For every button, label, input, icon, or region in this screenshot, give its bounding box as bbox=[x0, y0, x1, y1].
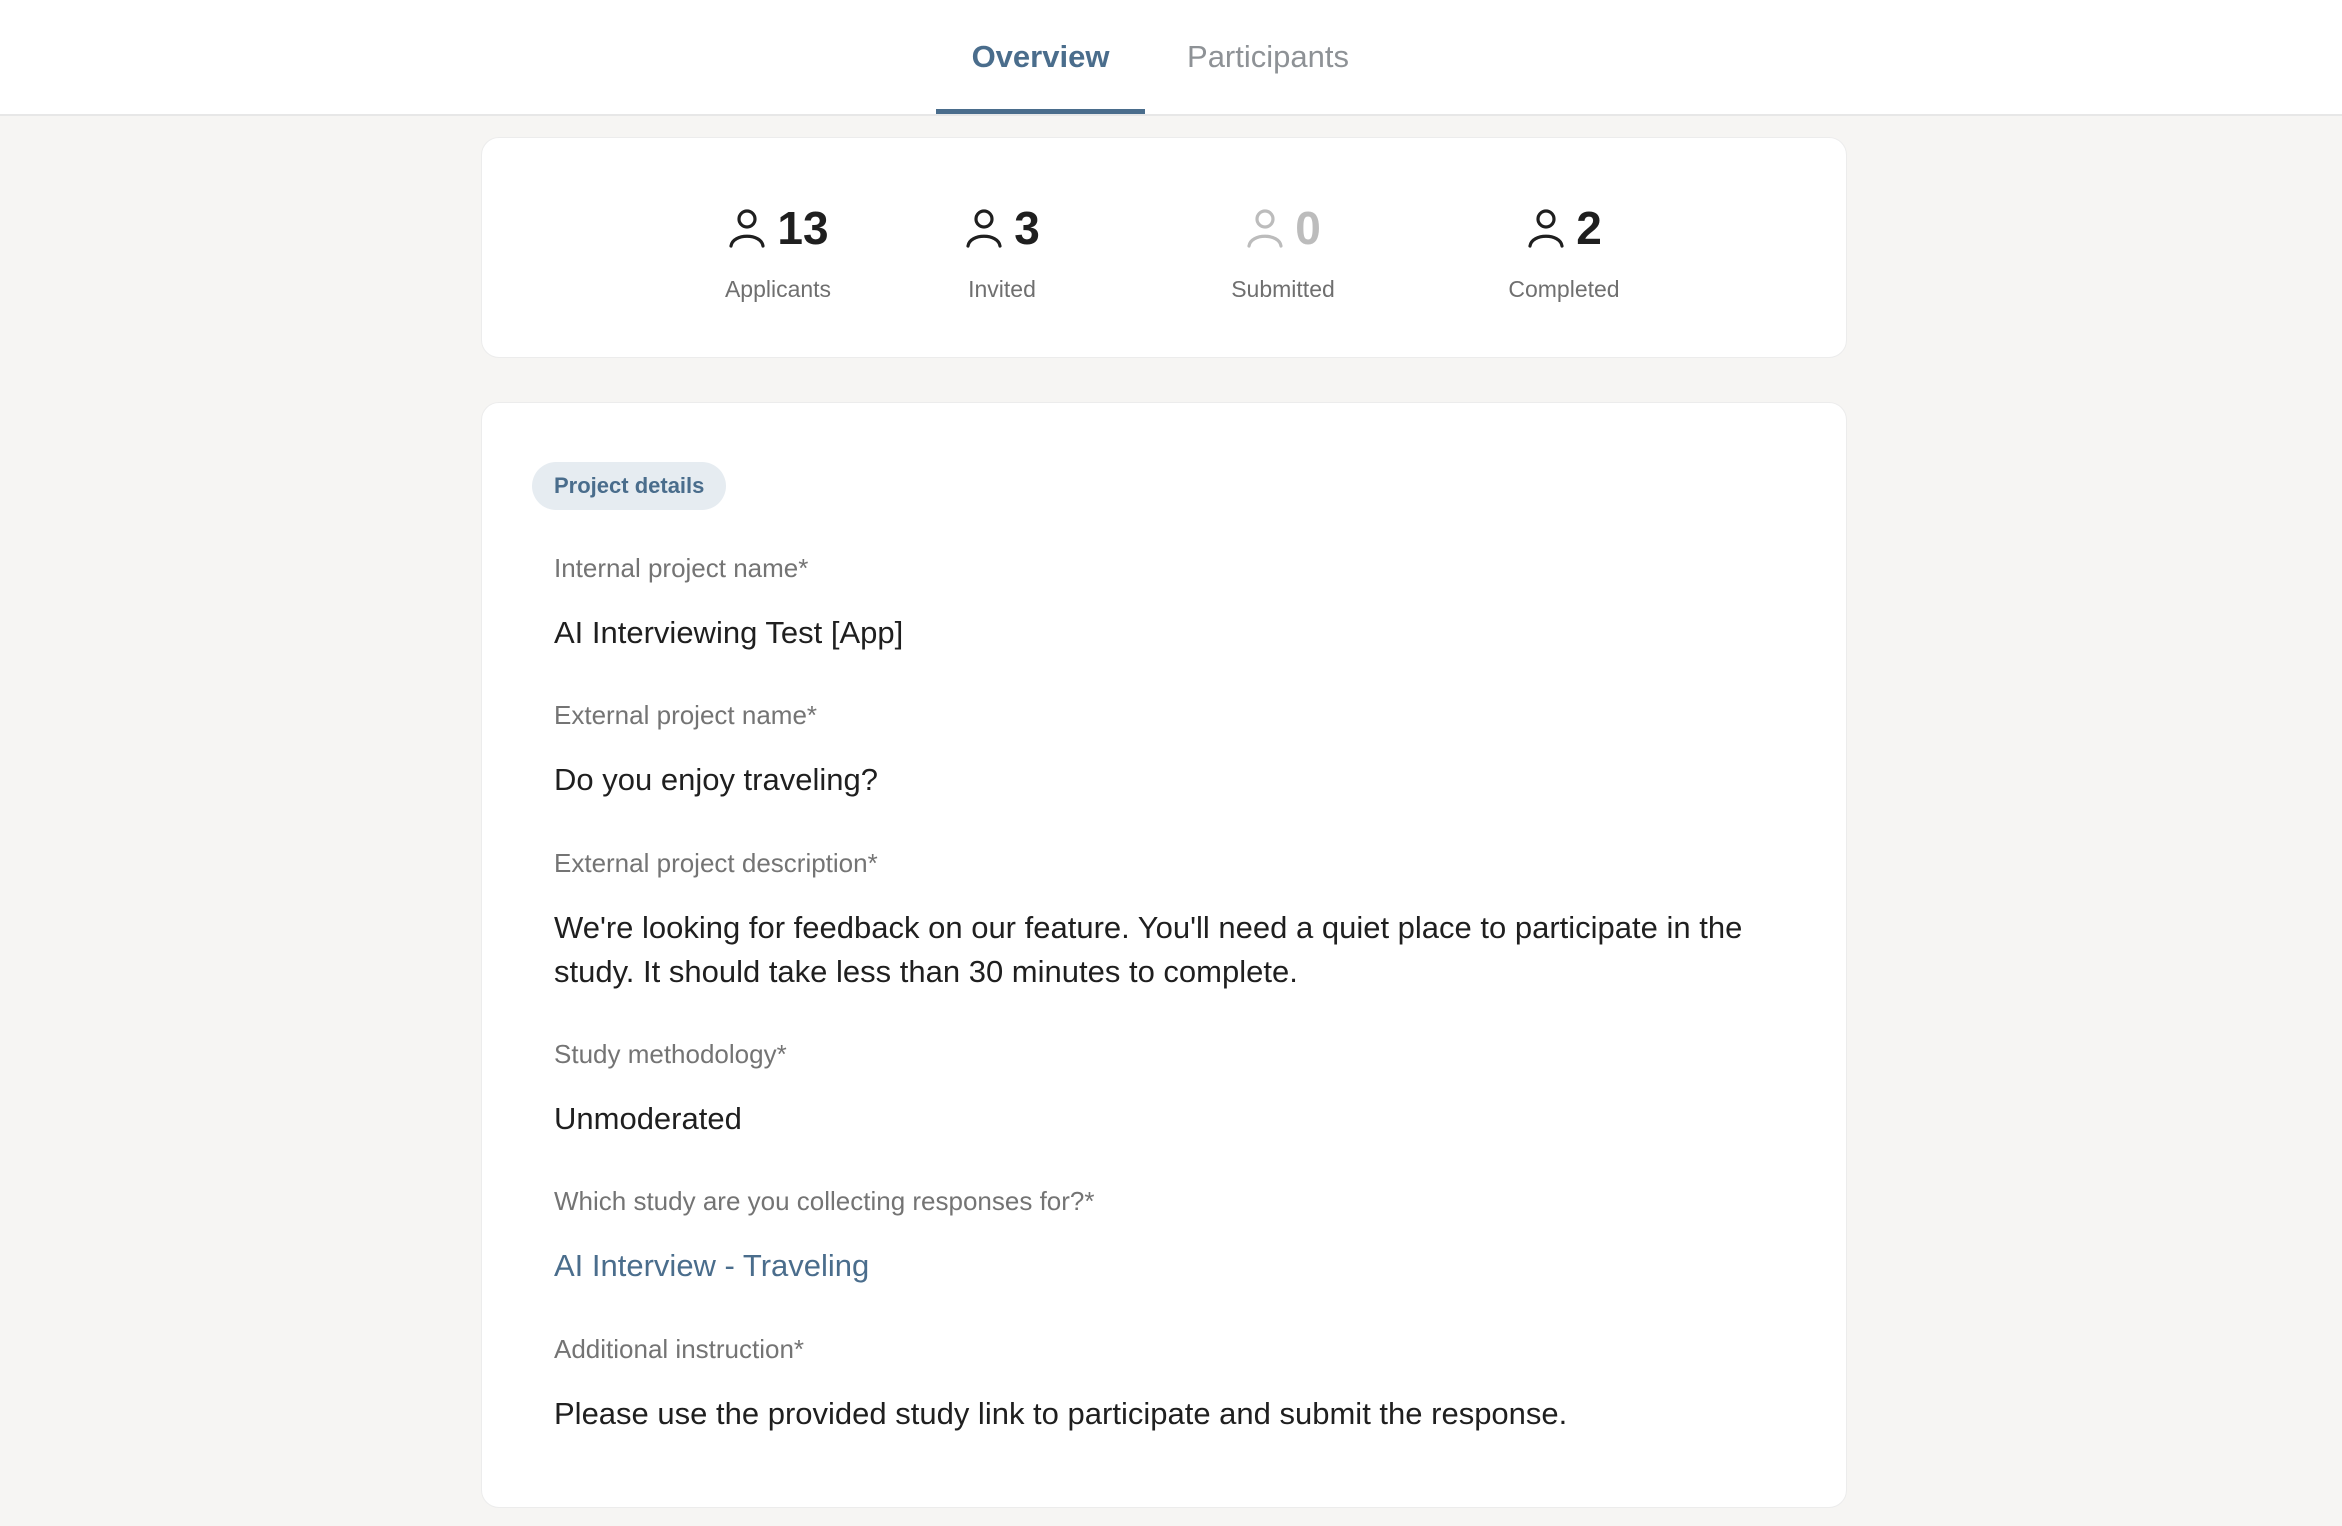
field-additional-instruction bbox=[554, 1332, 1784, 1436]
field-label: Additional instruction* bbox=[554, 1334, 805, 1364]
field-study-methodology bbox=[554, 1037, 1784, 1141]
stats-card bbox=[481, 137, 1847, 358]
section-badge: Project details bbox=[532, 462, 726, 510]
stat-applicants bbox=[658, 198, 898, 303]
field-study-responses bbox=[554, 1184, 1784, 1288]
person-icon bbox=[1245, 206, 1285, 250]
stat-label: Applicants bbox=[724, 276, 832, 302]
study-link[interactable]: AI Interview - Traveling bbox=[554, 1248, 870, 1283]
stat-label: Invited bbox=[968, 276, 1036, 302]
tab-bar bbox=[0, 0, 2342, 116]
person-icon bbox=[964, 206, 1004, 250]
stat-value: 0 bbox=[1295, 202, 1321, 254]
tab-participants[interactable]: Participants bbox=[1187, 39, 1349, 74]
stat-value: 3 bbox=[1014, 202, 1040, 254]
field-value: Do you enjoy traveling? bbox=[554, 762, 878, 797]
field-value: We're looking for feedback on our feature. You'll need a quiet place to participate in the study. It should take less than 30 minutes to complete. bbox=[554, 910, 1743, 989]
field-label: Which study are you collecting responses for?* bbox=[554, 1186, 1095, 1216]
field-value: Unmoderated bbox=[554, 1101, 742, 1136]
stat-value: 2 bbox=[1576, 202, 1602, 254]
field-value: Please use the provided study link to participate and submit the response. bbox=[554, 1396, 1568, 1431]
person-icon bbox=[1526, 206, 1566, 250]
stat-submitted bbox=[1163, 198, 1403, 303]
field-value: AI Interviewing Test [App] bbox=[554, 615, 904, 650]
stat-label: Submitted bbox=[1231, 276, 1335, 302]
stat-value: 13 bbox=[777, 202, 829, 254]
stat-label: Completed bbox=[1508, 276, 1620, 302]
field-label: External project description* bbox=[554, 848, 878, 878]
active-tab-indicator bbox=[936, 109, 1145, 114]
person-icon bbox=[727, 206, 767, 250]
tab-overview[interactable]: Overview bbox=[971, 39, 1110, 74]
stat-invited bbox=[882, 198, 1122, 303]
field-label: Study methodology* bbox=[554, 1039, 787, 1069]
field-label: External project name* bbox=[554, 700, 818, 730]
field-label: Internal project name* bbox=[554, 553, 809, 583]
field-internal-project-name bbox=[554, 551, 1784, 655]
field-external-project-name bbox=[554, 698, 1784, 802]
project-details-card bbox=[481, 402, 1847, 1508]
field-external-project-description bbox=[554, 846, 1784, 994]
stat-completed bbox=[1444, 198, 1684, 303]
